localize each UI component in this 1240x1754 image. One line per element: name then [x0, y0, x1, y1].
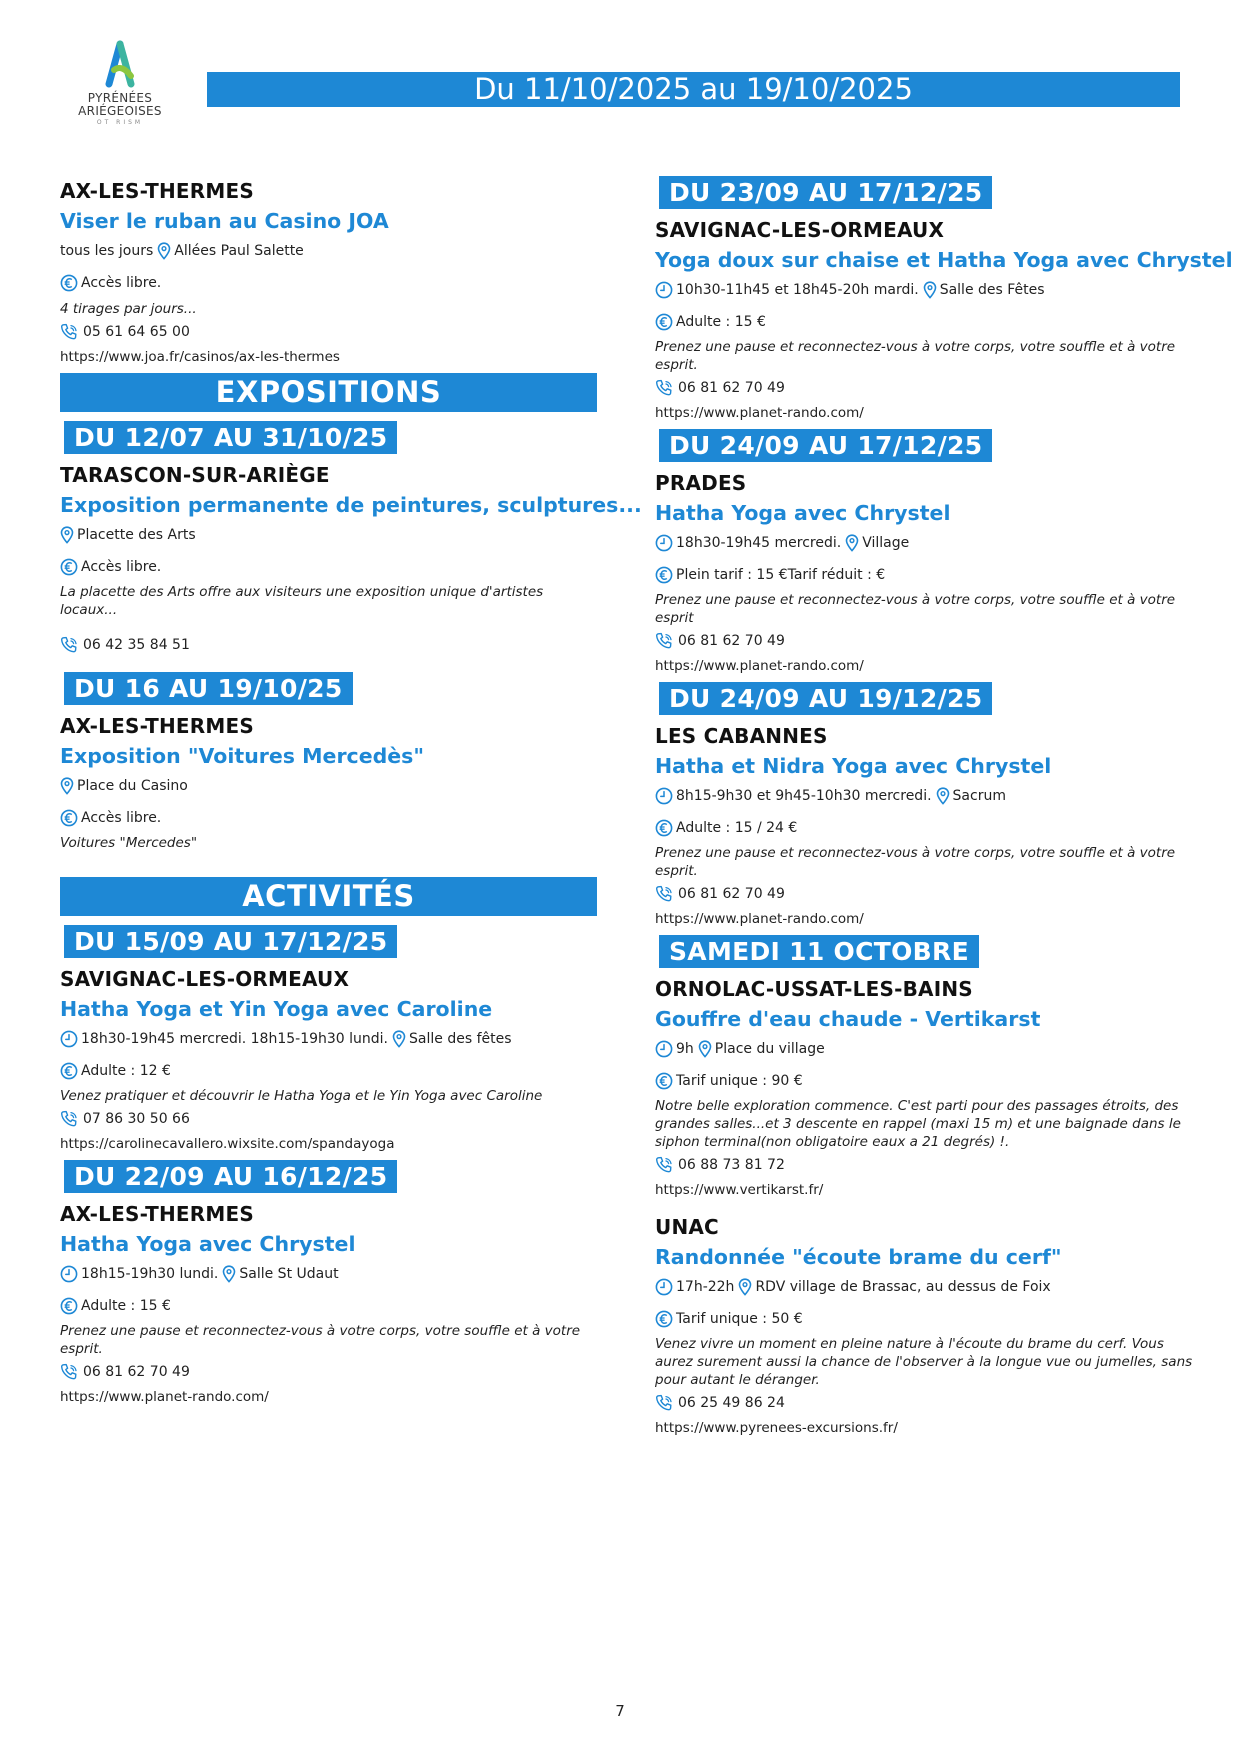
event-url[interactable]: https://www.planet-rando.com/ — [655, 911, 864, 927]
event-price-line — [60, 1061, 597, 1081]
event-title: Gouffre d'eau chaude - Vertikarst — [655, 1007, 1041, 1031]
section-expositions: EXPOSITIONS — [60, 373, 597, 412]
euro-icon — [655, 1310, 673, 1328]
event-place: Salle des fêtes — [409, 1031, 512, 1047]
clock-icon — [60, 1265, 78, 1283]
event-price: Accès libre. — [81, 275, 162, 291]
event-description: Prenez une pause et reconnectez-vous à votre corps, votre souffle et à votre esprit. — [655, 339, 1176, 373]
event-description: 4 tirages par jours... — [60, 301, 197, 317]
event-hatha-yoga-prades — [655, 470, 1195, 676]
event-place: Village — [862, 535, 910, 551]
event-phone: 06 42 35 84 51 — [83, 637, 190, 653]
event-city: SAVIGNAC-LES-ORMEAUX — [655, 218, 945, 242]
event-url[interactable]: https://www.vertikarst.fr/ — [655, 1182, 824, 1198]
event-yoga-doux-chaise — [655, 217, 1233, 423]
left-column — [60, 178, 642, 1407]
event-phone: 05 61 64 65 00 — [83, 324, 190, 340]
phone-icon — [655, 1394, 675, 1412]
event-city: LES CABANNES — [655, 724, 828, 748]
logo-text-pyrenees: PYRÉNÉES — [87, 91, 153, 105]
event-price-line — [655, 1309, 1195, 1329]
location-pin-icon — [60, 526, 74, 544]
location-pin-icon — [845, 534, 859, 552]
event-title: Hatha Yoga avec Chrystel — [60, 1232, 356, 1256]
date-tag: SAMEDI 11 OCTOBRE — [659, 935, 979, 968]
event-place: Allées Paul Salette — [174, 243, 304, 259]
clock-icon — [655, 1040, 673, 1058]
event-url[interactable]: https://www.planet-rando.com/ — [655, 405, 864, 421]
event-title: Hatha Yoga et Yin Yoga avec Caroline — [60, 997, 493, 1021]
event-description: Prenez une pause et reconnectez-vous à votre corps, votre souffle et à votre esprit. — [655, 845, 1176, 879]
event-price-line — [655, 818, 1195, 838]
event-title: Hatha Yoga avec Chrystel — [655, 501, 951, 525]
location-pin-icon — [60, 777, 74, 795]
event-price-line — [60, 273, 597, 293]
event-schedule-line — [60, 241, 597, 261]
phone-icon — [60, 636, 80, 654]
event-place: Salle des Fêtes — [939, 282, 1045, 298]
event-price-line — [60, 557, 597, 577]
event-city: AX-LES-THERMES — [60, 714, 254, 738]
euro-icon — [60, 1062, 78, 1080]
euro-icon — [655, 313, 673, 331]
event-phone-line — [655, 884, 1195, 904]
event-phone-line — [60, 635, 597, 655]
event-place-line — [60, 776, 597, 796]
event-city: AX-LES-THERMES — [60, 179, 254, 203]
event-voitures-mercedes — [60, 713, 597, 852]
clock-icon — [655, 281, 673, 299]
event-city: SAVIGNAC-LES-ORMEAUX — [60, 967, 350, 991]
event-place: Placette des Arts — [77, 527, 196, 543]
event-phone: 06 81 62 70 49 — [83, 1364, 190, 1380]
event-time: 10h30-11h45 et 18h45-20h mardi. — [676, 282, 919, 298]
phone-icon — [655, 885, 675, 903]
event-city: TARASCON-SUR-ARIÈGE — [60, 463, 330, 487]
event-phone-line — [655, 631, 1195, 651]
event-description: Prenez une pause et reconnectez-vous à votre corps, votre souffle et à votre esprit — [655, 592, 1176, 626]
event-schedule: tous les jours — [60, 243, 154, 259]
event-description: Venez pratiquer et découvrir le Hatha Yoga et le Yin Yoga avec Caroline — [60, 1088, 543, 1104]
event-price: Adulte : 15 € — [676, 314, 766, 330]
event-url[interactable]: https://www.planet-rando.com/ — [655, 658, 864, 674]
event-city: ORNOLAC-USSAT-LES-BAINS — [655, 977, 973, 1001]
event-price: Adulte : 15 € — [81, 1298, 171, 1314]
date-tag: DU 24/09 AU 17/12/25 — [659, 429, 992, 462]
event-phone-line — [655, 378, 1195, 398]
event-url[interactable]: https://www.pyrenees-excursions.fr/ — [655, 1420, 898, 1436]
phone-icon — [655, 1156, 675, 1174]
event-price: Adulte : 15 / 24 € — [676, 820, 798, 836]
phone-icon — [60, 1110, 80, 1128]
event-time-line — [60, 1029, 597, 1049]
event-price: Tarif unique : 50 € — [676, 1311, 803, 1327]
event-time-line — [655, 786, 1195, 806]
clock-icon — [60, 1030, 78, 1048]
logo — [74, 40, 166, 140]
event-title: Randonnée "écoute brame du cerf" — [655, 1245, 1062, 1269]
event-description: La placette des Arts offre aux visiteurs une exposition unique d'artistes locaux... — [60, 584, 544, 618]
date-tag: DU 23/09 AU 17/12/25 — [659, 176, 992, 209]
date-tag: DU 16 AU 19/10/25 — [64, 672, 353, 705]
event-place: RDV village de Brassac, au dessus de Foix — [755, 1279, 1051, 1295]
event-price: Accès libre. — [81, 810, 162, 826]
event-time: 18h15-19h30 lundi. — [81, 1266, 219, 1282]
logo-mark-icon — [101, 40, 139, 92]
euro-icon — [60, 809, 78, 827]
event-phone-line — [60, 1109, 597, 1129]
event-title: Viser le ruban au Casino JOA — [60, 209, 389, 233]
event-gouffre-eau-chaude — [655, 976, 1195, 1200]
euro-icon — [655, 566, 673, 584]
event-price-line — [655, 312, 1195, 332]
date-tag: DU 15/09 AU 17/12/25 — [64, 925, 397, 958]
event-place: Place du village — [714, 1041, 825, 1057]
location-pin-icon — [738, 1278, 752, 1296]
location-pin-icon — [222, 1265, 236, 1283]
event-phone: 06 88 73 81 72 — [678, 1157, 785, 1173]
phone-icon — [60, 1363, 80, 1381]
logo-text-tourism: OT RISM — [96, 119, 144, 126]
event-phone-line — [60, 322, 597, 342]
location-pin-icon — [923, 281, 937, 299]
euro-icon — [60, 274, 78, 292]
event-time: 9h — [676, 1041, 694, 1057]
event-place: Sacrum — [952, 788, 1006, 804]
event-price-line — [60, 1296, 597, 1316]
clock-icon — [655, 1278, 673, 1296]
event-phone: 06 81 62 70 49 — [678, 380, 785, 396]
euro-icon — [60, 558, 78, 576]
event-hatha-nidra-yoga — [655, 723, 1195, 929]
event-place-line — [60, 525, 597, 545]
event-price: Tarif unique : 90 € — [676, 1073, 803, 1089]
location-pin-icon — [157, 242, 171, 260]
event-price: Plein tarif : 15 €Tarif réduit : € — [676, 567, 886, 583]
event-url[interactable]: https://www.joa.fr/casinos/ax-les-thermes — [60, 349, 340, 365]
event-time-line — [655, 1039, 1195, 1059]
section-activites: ACTIVITÉS — [60, 877, 597, 916]
event-city: AX-LES-THERMES — [60, 1202, 254, 1226]
location-pin-icon — [936, 787, 950, 805]
event-description: Prenez une pause et reconnectez-vous à votre corps, votre souffle et à votre esprit. — [60, 1323, 581, 1357]
event-url[interactable]: https://www.planet-rando.com/ — [60, 1389, 269, 1405]
date-tag: DU 12/07 AU 31/10/25 — [64, 421, 397, 454]
event-time-line — [655, 1277, 1195, 1297]
event-price-line — [60, 808, 597, 828]
right-column — [655, 176, 1233, 1438]
event-description: Notre belle exploration commence. C'est parti pour des passages étroits, des grandes salles...et 3 descente en rappel (maxi 15 m) et une baignade dans le siphon terminal(non obligatoire eaux a 21 degrés) !. — [655, 1098, 1181, 1150]
event-price: Adulte : 12 € — [81, 1063, 171, 1079]
phone-icon — [60, 323, 80, 341]
event-hatha-yoga-chrystel-ax — [60, 1201, 597, 1407]
event-hatha-yin-yoga-caroline — [60, 966, 597, 1154]
event-phone: 06 81 62 70 49 — [678, 886, 785, 902]
euro-icon — [655, 1072, 673, 1090]
location-pin-icon — [392, 1030, 406, 1048]
event-time: 18h30-19h45 mercredi. — [676, 535, 842, 551]
event-price-line — [655, 1071, 1195, 1091]
date-tag: DU 24/09 AU 19/12/25 — [659, 682, 992, 715]
event-phone: 07 86 30 50 66 — [83, 1111, 190, 1127]
event-time: 17h-22h — [676, 1279, 735, 1295]
phone-icon — [655, 379, 675, 397]
event-city: PRADES — [655, 471, 747, 495]
euro-icon — [60, 1297, 78, 1315]
logo-text-ariegeoises: ARIÉGEOISES — [78, 104, 162, 118]
event-price: Accès libre. — [81, 559, 162, 575]
event-time-line — [655, 280, 1195, 300]
event-time-line — [655, 533, 1195, 553]
event-randonnee-brame-cerf — [655, 1214, 1195, 1438]
event-title: Exposition permanente de peintures, sculptures... — [60, 493, 642, 517]
euro-icon — [655, 819, 673, 837]
event-viser-ruban — [60, 178, 597, 367]
date-tag: DU 22/09 AU 16/12/25 — [64, 1160, 397, 1193]
event-title: Exposition "Voitures Mercedès" — [60, 744, 425, 768]
event-time: 18h30-19h45 mercredi. 18h15-19h30 lundi. — [81, 1031, 389, 1047]
event-phone-line — [60, 1362, 597, 1382]
event-time: 8h15-9h30 et 9h45-10h30 mercredi. — [676, 788, 932, 804]
page-number: 7 — [615, 1702, 625, 1720]
event-place: Salle St Udaut — [239, 1266, 339, 1282]
event-place: Place du Casino — [77, 778, 188, 794]
location-pin-icon — [698, 1040, 712, 1058]
event-exposition-permanente — [60, 462, 642, 655]
event-phone-line — [655, 1393, 1195, 1413]
event-description: Venez vivre un moment en pleine nature à l'écoute du brame du cerf. Vous aurez surement aussi la chance de l'observer à la longue vue ou jumelles, sans pour autant le déranger. — [655, 1336, 1193, 1388]
phone-icon — [655, 632, 675, 650]
event-title: Hatha et Nidra Yoga avec Chrystel — [655, 754, 1052, 778]
event-phone: 06 81 62 70 49 — [678, 633, 785, 649]
event-city: UNAC — [655, 1215, 719, 1239]
event-description: Voitures "Mercedes" — [60, 835, 198, 851]
event-phone-line — [655, 1155, 1195, 1175]
date-range-banner: Du 11/10/2025 au 19/10/2025 — [207, 72, 1180, 107]
clock-icon — [655, 787, 673, 805]
clock-icon — [655, 534, 673, 552]
event-title: Yoga doux sur chaise et Hatha Yoga avec Chrystel — [655, 248, 1233, 272]
event-time-line — [60, 1264, 597, 1284]
event-phone: 06 25 49 86 24 — [678, 1395, 785, 1411]
event-price-line — [655, 565, 1195, 585]
event-url[interactable]: https://carolinecavallero.wixsite.com/spandayoga — [60, 1136, 395, 1152]
